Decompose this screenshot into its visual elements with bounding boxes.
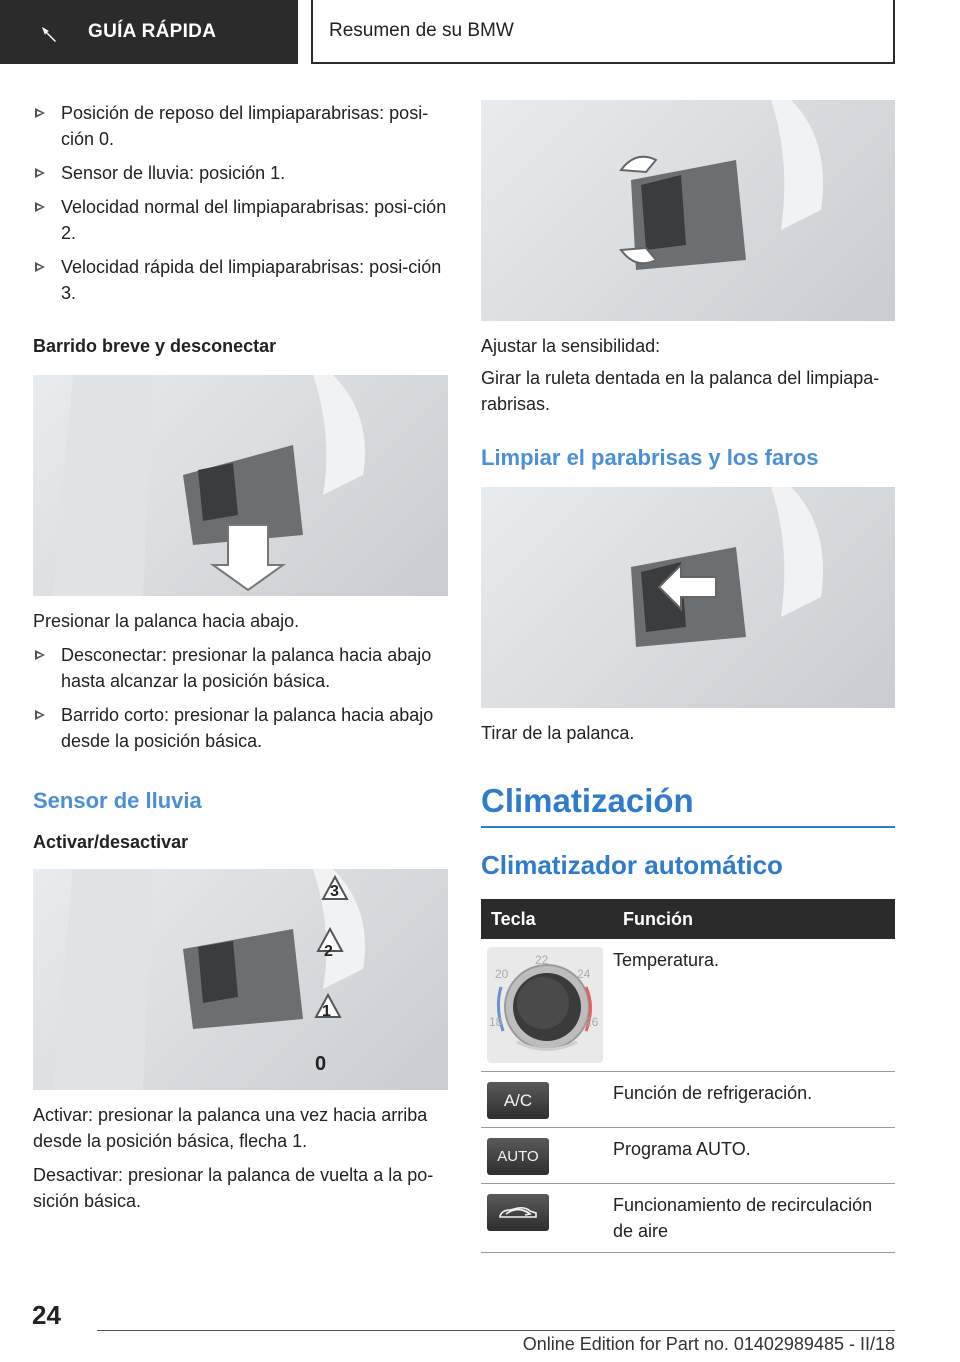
bullet-triangle-icon [35, 710, 45, 720]
heading-clean-windshield: Limpiar el parabrisas y los faros [481, 445, 819, 470]
bullet-triangle-icon [35, 262, 45, 272]
table-row [481, 1128, 895, 1184]
chapter-title: Climatización [481, 782, 694, 819]
dial-number: 18 [489, 1015, 503, 1029]
section-tab-label: Resumen de su BMW [329, 20, 514, 41]
quick-guide-tab[interactable] [0, 0, 298, 64]
position-label: 1 [322, 1003, 331, 1020]
dial-number: 22 [535, 953, 549, 967]
function-cooling: Función de refrigeración. [613, 1072, 895, 1128]
right-column [481, 100, 895, 1253]
table-header-row [481, 899, 895, 939]
dial-number: 26 [585, 1015, 599, 1029]
figure-pull-lever [481, 487, 895, 708]
page-number: 24 [32, 1300, 61, 1330]
caption-pull: Tirar de la palanca. [481, 723, 635, 743]
function-auto: Programa AUTO. [613, 1128, 895, 1184]
bullet-triangle-icon [35, 202, 45, 212]
figure-sensitivity-wheel [481, 100, 895, 321]
wiper-positions-list [33, 100, 448, 306]
bullet-triangle-icon [35, 168, 45, 178]
footer-rule [97, 1330, 895, 1331]
list-item: Velocidad normal del limpiaparabrisas: posi-ción 2. [33, 194, 448, 246]
chapter-rule [481, 826, 895, 828]
left-column [33, 100, 448, 1214]
bullet-triangle-icon [35, 108, 45, 118]
wrench-icon [40, 25, 58, 43]
column-header-function: Función [613, 899, 895, 939]
quick-guide-label: GUÍA RÁPIDA [88, 21, 217, 42]
position-label: 0 [315, 1053, 327, 1075]
page-header [0, 0, 960, 66]
ac-button-icon: A/C [487, 1082, 549, 1119]
caption-sensitivity: Ajustar la sensibilidad: [481, 336, 661, 356]
table-row [481, 1184, 895, 1253]
table-row [481, 939, 895, 1072]
function-temperature: Temperatura. [613, 939, 895, 1072]
figure-rain-sensor [33, 869, 448, 1090]
position-label: 3 [330, 883, 339, 900]
position-label: 2 [324, 943, 333, 960]
bullet-triangle-icon [35, 650, 45, 660]
rotate-up-icon [621, 157, 656, 172]
list-item: Sensor de lluvia: posición 1. [33, 160, 448, 186]
caption-press: Presionar la palanca hacia abajo. [33, 611, 300, 631]
section-tab[interactable] [311, 0, 895, 64]
list-item: Desconectar: presionar la palanca hacia abajo hasta alcanzar la posición básica. [33, 642, 448, 694]
heading-activate: Activar/desactivar [33, 832, 189, 852]
section-title: Climatizador automático [481, 850, 783, 880]
dial-number: 24 [577, 967, 591, 981]
brief-wipe-list [33, 642, 448, 754]
recirculation-icon [487, 1194, 549, 1231]
function-recirculation: Funcionamiento de recirculación de aire [613, 1184, 895, 1253]
list-item: Velocidad rápida del limpiaparabrisas: posi-ción 3. [33, 254, 448, 306]
list-item: Barrido corto: presionar la palanca hacia abajo desde la posición básica. [33, 702, 448, 754]
auto-button-icon: AUTO [487, 1138, 549, 1175]
text-wheel: Girar la ruleta dentada en la palanca del limpiapa-rabrisas. [481, 368, 880, 414]
text-deactivate: Desactivar: presionar la palanca de vuelta a la po-sición básica. [33, 1165, 434, 1211]
temperature-dial-icon [487, 947, 603, 1063]
heading-brief-wipe: Barrido breve y desconectar [33, 336, 277, 356]
climate-keys-table [481, 899, 895, 1253]
list-item: Posición de reposo del limpiaparabrisas: posi-ción 0. [33, 100, 448, 152]
dial-number: 20 [495, 967, 509, 981]
figure-press-down [33, 375, 448, 596]
table-row [481, 1072, 895, 1128]
column-header-key: Tecla [481, 899, 613, 939]
text-activate: Activar: presionar la palanca una vez hacia arriba desde la posición básica, flecha 1. [33, 1105, 428, 1151]
footer-edition: Online Edition for Part no. 01402989485 - II/18 [522, 1334, 895, 1354]
heading-rain-sensor: Sensor de lluvia [33, 788, 202, 813]
